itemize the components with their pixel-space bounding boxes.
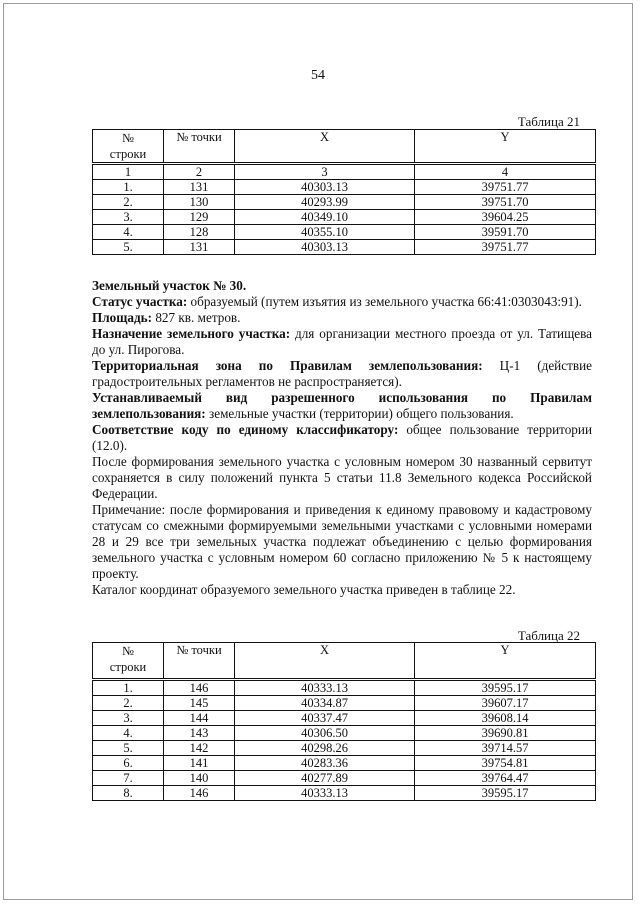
cell-point: 128 bbox=[164, 225, 235, 240]
header-row-number-line2: строки bbox=[109, 660, 147, 674]
cell-point: 142 bbox=[164, 741, 235, 756]
table-row bbox=[93, 225, 596, 240]
code-label: Соответствие коду по единому классификатору: bbox=[92, 422, 399, 437]
cell-point: 131 bbox=[164, 240, 235, 255]
table-row bbox=[93, 741, 596, 756]
cell-point: 145 bbox=[164, 696, 235, 711]
servitude-paragraph: После формирования земельного участка с условным номером 30 названный сервитут сохраняется в силу положений пункта 5 статьи 11.8 Земельного кодекса Российской Федерации. bbox=[92, 454, 592, 501]
code-text: общее пользование территории (12.0). bbox=[92, 422, 593, 453]
table-row bbox=[93, 696, 596, 711]
cell-row-number: 6. bbox=[93, 756, 164, 771]
cell-x: 40334.87 bbox=[235, 696, 415, 711]
note-paragraph: Примечание: после формирования и приведения к единому правовому и кадастровому статусам со смежными формируемыми земельными участками с условными номерами 28 и 29 все три земельных участка подлежат объединению с целью формирования земельного участка с условным номером 60 согласно приложению № 5 к настоящему проекту. bbox=[92, 502, 592, 581]
document-page bbox=[3, 3, 633, 900]
cell-row-number: 5. bbox=[93, 240, 164, 255]
index-cell: 1 bbox=[93, 164, 164, 180]
table-21-caption: Таблица 21 bbox=[517, 114, 580, 129]
cell-x: 40333.13 bbox=[235, 680, 415, 696]
cell-point: 129 bbox=[164, 210, 235, 225]
status-text: образуемый (путем изъятия из земельного участка 66:41:0303043:91). bbox=[190, 294, 582, 309]
cell-point: 143 bbox=[164, 726, 235, 741]
cell-y: 39751.77 bbox=[415, 180, 596, 195]
table-row bbox=[93, 210, 596, 225]
catalog-paragraph: Каталог координат образуемого земельного участка приведен в таблице 22. bbox=[92, 582, 516, 597]
use-text: земельные участки (территории) общего пользования. bbox=[209, 406, 514, 421]
cell-row-number: 5. bbox=[93, 741, 164, 756]
cell-point: 141 bbox=[164, 756, 235, 771]
index-cell: 3 bbox=[235, 164, 415, 180]
header-row-number-line1: № bbox=[122, 644, 134, 658]
header-row-number bbox=[93, 130, 164, 164]
cell-row-number: 2. bbox=[93, 195, 164, 210]
cell-row-number: 1. bbox=[93, 680, 164, 696]
parcel-description bbox=[92, 278, 592, 598]
table-row bbox=[93, 711, 596, 726]
cell-y: 39751.70 bbox=[415, 195, 596, 210]
table-row bbox=[93, 180, 596, 195]
cell-x: 40355.10 bbox=[235, 225, 415, 240]
table-row bbox=[93, 726, 596, 741]
cell-x: 40333.13 bbox=[235, 786, 415, 801]
table-row bbox=[93, 680, 596, 696]
cell-x: 40298.26 bbox=[235, 741, 415, 756]
area-text: 827 кв. метров. bbox=[155, 310, 241, 325]
cell-x: 40337.47 bbox=[235, 711, 415, 726]
table-index-row bbox=[93, 164, 596, 180]
cell-y: 39604.25 bbox=[415, 210, 596, 225]
area-paragraph bbox=[92, 310, 592, 326]
header-y: Y bbox=[415, 643, 596, 680]
header-y: Y bbox=[415, 130, 596, 164]
cell-y: 39714.57 bbox=[415, 741, 596, 756]
cell-point: 140 bbox=[164, 771, 235, 786]
header-point-number: № точки bbox=[164, 130, 235, 164]
page-number: 54 bbox=[311, 68, 325, 83]
cell-y: 39595.17 bbox=[415, 680, 596, 696]
cell-row-number: 8. bbox=[93, 786, 164, 801]
cell-x: 40303.13 bbox=[235, 180, 415, 195]
table-row bbox=[93, 771, 596, 786]
cell-row-number: 2. bbox=[93, 696, 164, 711]
table-row bbox=[93, 240, 596, 255]
cell-y: 39690.81 bbox=[415, 726, 596, 741]
table-header-row bbox=[93, 643, 596, 680]
use-paragraph bbox=[92, 390, 592, 422]
table-22 bbox=[92, 642, 596, 801]
cell-row-number: 4. bbox=[93, 225, 164, 240]
cell-point: 131 bbox=[164, 180, 235, 195]
parcel-heading: Земельный участок № 30. bbox=[92, 278, 247, 293]
index-cell: 4 bbox=[415, 164, 596, 180]
use-label: Устанавливаемый вид разрешенного использования по Правилам землепользования: bbox=[92, 390, 592, 421]
zone-text: Ц-1 (действие градостроительных регламентов не распространяется). bbox=[92, 358, 592, 389]
table-row bbox=[93, 786, 596, 801]
header-point-number: № точки bbox=[164, 643, 235, 680]
header-x: X bbox=[235, 130, 415, 164]
cell-y: 39608.14 bbox=[415, 711, 596, 726]
table-22-caption: Таблица 22 bbox=[517, 628, 580, 643]
header-x: X bbox=[235, 643, 415, 680]
cell-point: 144 bbox=[164, 711, 235, 726]
cell-y: 39591.70 bbox=[415, 225, 596, 240]
cell-x: 40277.89 bbox=[235, 771, 415, 786]
status-label: Статус участка: bbox=[92, 294, 188, 309]
cell-y: 39764.47 bbox=[415, 771, 596, 786]
cell-x: 40283.36 bbox=[235, 756, 415, 771]
status-paragraph bbox=[92, 294, 592, 310]
cell-row-number: 3. bbox=[93, 210, 164, 225]
area-label: Площадь: bbox=[92, 310, 153, 325]
table-header-row bbox=[93, 130, 596, 164]
cell-row-number: 1. bbox=[93, 180, 164, 195]
cell-row-number: 4. bbox=[93, 726, 164, 741]
cell-x: 40303.13 bbox=[235, 240, 415, 255]
cell-point: 146 bbox=[164, 786, 235, 801]
zone-paragraph bbox=[92, 358, 592, 390]
cell-y: 39751.77 bbox=[415, 240, 596, 255]
cell-x: 40293.99 bbox=[235, 195, 415, 210]
cell-point: 146 bbox=[164, 680, 235, 696]
header-row-number-line1: № bbox=[122, 131, 134, 145]
index-cell: 2 bbox=[164, 164, 235, 180]
table-row bbox=[93, 195, 596, 210]
cell-x: 40349.10 bbox=[235, 210, 415, 225]
table-row bbox=[93, 756, 596, 771]
cell-row-number: 3. bbox=[93, 711, 164, 726]
header-row-number bbox=[93, 643, 164, 680]
cell-x: 40306.50 bbox=[235, 726, 415, 741]
cell-row-number: 7. bbox=[93, 771, 164, 786]
code-paragraph bbox=[92, 422, 592, 454]
cell-point: 130 bbox=[164, 195, 235, 210]
purpose-text: для организации местного проезда от ул. Татищева до ул. Пирогова. bbox=[92, 326, 592, 357]
cell-y: 39754.81 bbox=[415, 756, 596, 771]
cell-y: 39607.17 bbox=[415, 696, 596, 711]
cell-y: 39595.17 bbox=[415, 786, 596, 801]
table-21 bbox=[92, 129, 596, 255]
purpose-paragraph bbox=[92, 326, 592, 358]
purpose-label: Назначение земельного участка: bbox=[92, 326, 291, 341]
zone-label: Территориальная зона по Правилам землепользования: bbox=[92, 358, 483, 373]
header-row-number-line2: строки bbox=[109, 147, 147, 161]
